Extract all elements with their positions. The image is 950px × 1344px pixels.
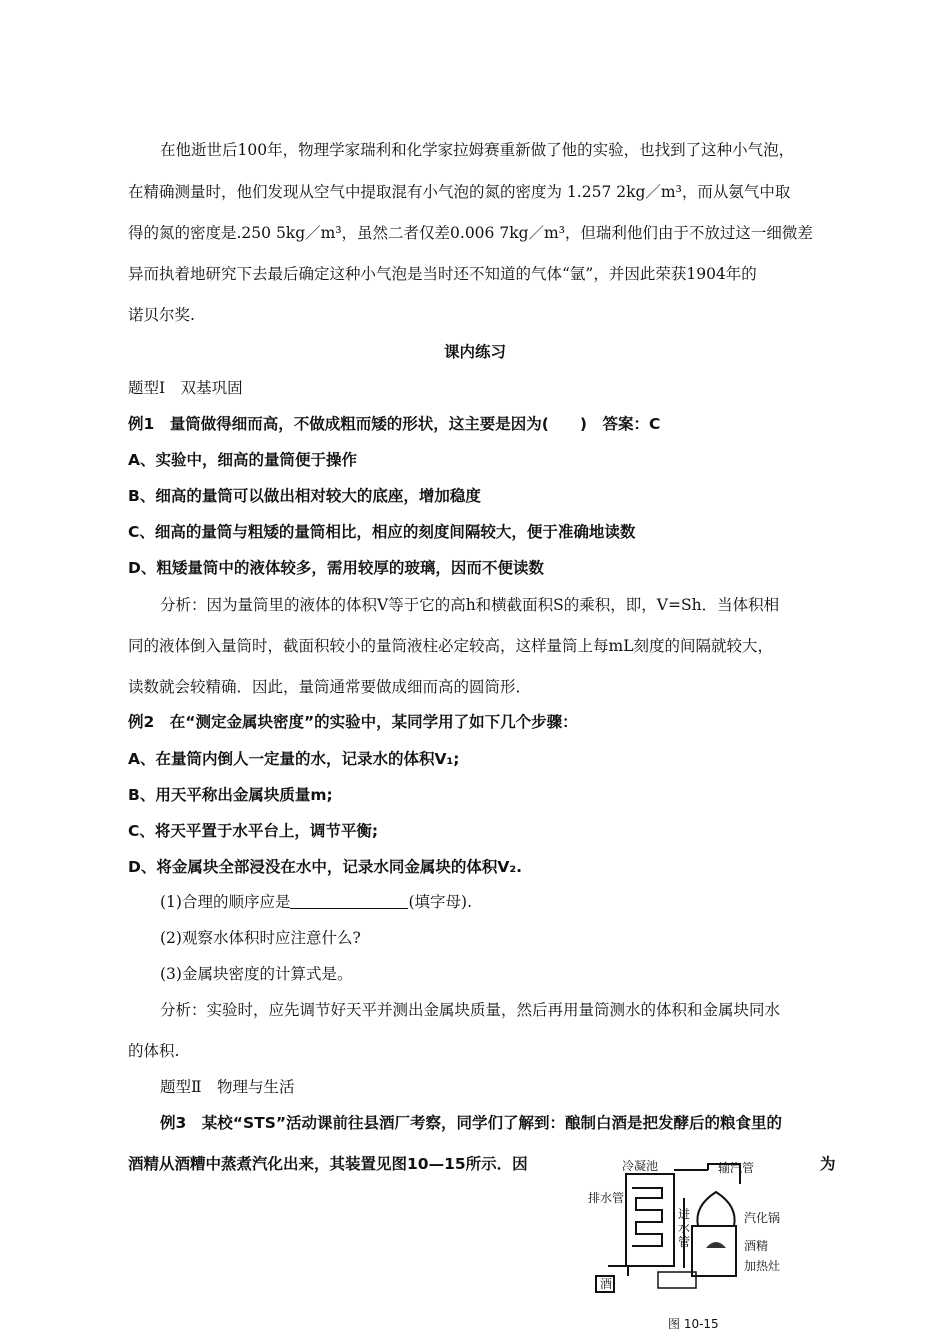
- example-2-analysis-1: 分析：实验时，应先调节好天平并测出金属块质量，然后再用量筒测水的体积和金属块同水: [160, 1001, 781, 1019]
- fig-label-inlet-2: 水: [678, 1221, 691, 1235]
- alcohol-pool: [706, 1242, 726, 1248]
- intro-line-3: 得的氮的密度是.250 5kg／m³，虽然二者仅差0.006 7kg／m³，但瑞利他们由于不放过这一细微差: [128, 224, 813, 242]
- intro-line-2: 在精确测量时，他们发现从空气中提取混有小气泡的氮的密度为 1.257 2kg／m³，而从氨气中取: [128, 183, 791, 201]
- condenser-coil: [632, 1188, 662, 1246]
- example-2-analysis-2: 的体积.: [128, 1042, 180, 1060]
- example-1-option-d: D、粗矮量筒中的液体较多，需用较厚的玻璃，因而不便读数: [128, 559, 544, 577]
- section-title: 课内练习: [443, 343, 506, 361]
- example-2-question-3: (3)金属块密度的计算式是。: [160, 965, 353, 983]
- intro-line-1: 在他逝世后100年，物理学家瑞利和化学家拉姆赛重新做了他的实验，也找到了这种小气泡，: [160, 141, 795, 159]
- intro-line-5: 诺贝尔奖.: [128, 306, 195, 324]
- question-1-prefix: (1)合理的顺序应是: [160, 893, 291, 911]
- example-2-step-b: B、用天平称出金属块质量m;: [128, 786, 333, 804]
- example-1-option-c: C、细高的量筒与粗矮的量筒相比，相应的刻度间隔较大，便于准确地读数: [128, 523, 636, 541]
- example-1-analysis-3: 读数就会较精确．因此，量筒通常要做成细而高的圆筒形．: [128, 678, 532, 696]
- fig-label-pot: 汽化锅: [744, 1211, 781, 1225]
- fig-label-wine: 酒: [600, 1277, 613, 1291]
- intro-line-4: 异而执着地研究下去最后确定这种小气泡是当时还不知道的气体“氩”，并因此荣获1904年的: [128, 265, 757, 283]
- example-2-question-2: (2)观察水体积时应注意什么?: [160, 929, 361, 947]
- fig-label-drain: 排水管: [588, 1191, 625, 1205]
- fig-label-inlet-3: 管: [678, 1235, 691, 1249]
- fig-label-inlet-1: 进: [678, 1207, 691, 1221]
- fig-label-steam-pipe: 输汽管: [718, 1161, 755, 1175]
- example-2-question-1: [160, 891, 870, 913]
- example-3-line-2-left: 酒精从酒糟中蒸煮汽化出来，其装置见图10—15所示．因: [128, 1155, 528, 1173]
- stove: [692, 1226, 736, 1276]
- drain-pipe: [608, 1266, 636, 1276]
- fig-label-alcohol: 酒精: [744, 1239, 769, 1253]
- question-type-2: 题型Ⅱ 物理与生活: [160, 1078, 295, 1096]
- example-1-stem: 例1 量筒做得细而高，不做成粗而矮的形状，这主要是因为( ) 答案：C: [128, 415, 661, 433]
- vaporizing-pot: [697, 1192, 734, 1226]
- example-1-option-b: B、细高的量筒可以做出相对较大的底座，增加稳度: [128, 487, 481, 505]
- fig-label-condenser: 冷凝池: [622, 1159, 659, 1173]
- question-type-1: 题型Ⅰ 双基巩固: [128, 379, 243, 397]
- example-3-line-2-right: 为: [820, 1155, 836, 1173]
- question-1-suffix: (填字母).: [408, 893, 472, 911]
- example-1-analysis-1: 分析：因为量筒里的液体的体积V等于它的高h和横截面积S的乘积，即，V=Sh．当体积相: [160, 596, 780, 614]
- figure-caption: 图 10-15: [668, 1317, 719, 1331]
- example-2-stem: 例2 在“测定金属块密度”的实验中，某同学用了如下几个步骤：: [128, 713, 578, 731]
- fig-label-stove: 加热灶: [744, 1259, 781, 1273]
- example-2-step-c: C、将天平置于水平台上，调节平衡;: [128, 822, 379, 840]
- answer-blank: [290, 892, 408, 909]
- example-2-step-d: D、将金属块全部浸没在水中，记录水同金属块的体积V₂.: [128, 858, 523, 876]
- example-1-option-a: A、实验中，细高的量筒便于操作: [128, 451, 357, 469]
- example-3-line-1: 例3 某校“STS”活动课前往县酒厂考察，同学们了解到：酿制白酒是把发酵后的粮食里的: [160, 1114, 783, 1132]
- example-2-step-a: A、在量筒内倒人一定量的水，记录水的体积V₁;: [128, 750, 460, 768]
- example-1-analysis-2: 同的液体倒入量筒时，截面积较小的量筒液柱必定较高，这样量筒上每mL刻度的间隔就较大，: [128, 637, 773, 655]
- base-block: [658, 1272, 696, 1288]
- distillation-figure: [588, 1158, 818, 1338]
